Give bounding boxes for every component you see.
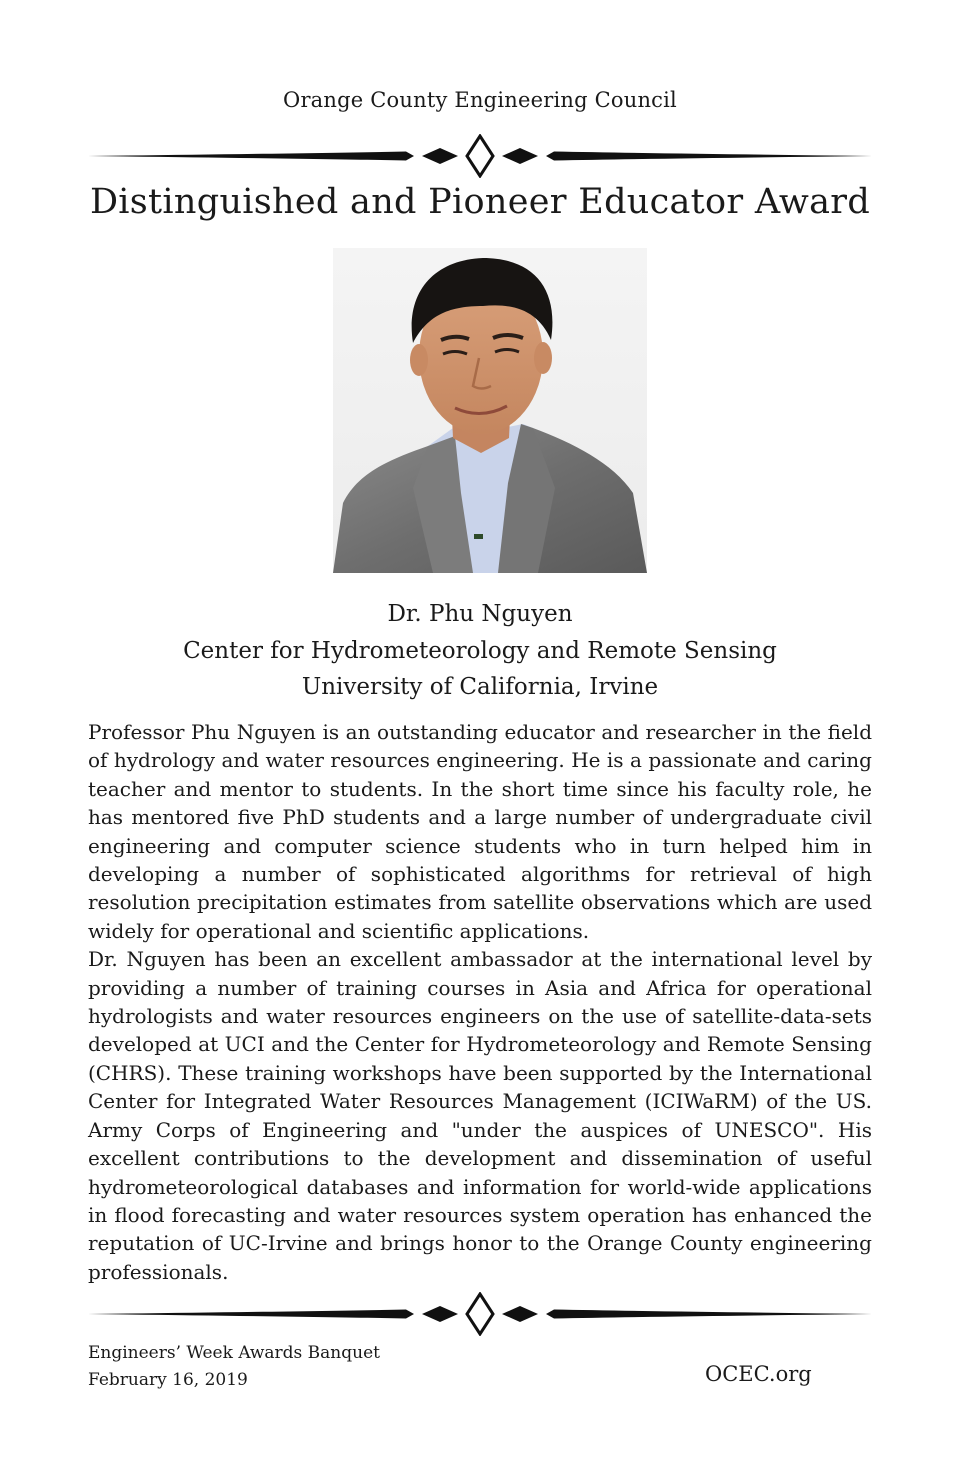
event-name: Engineers’ Week Awards Banquet: [88, 1343, 380, 1363]
citation-paragraph: Dr. Nguyen has been an excellent ambassador at the international level by providing a number of training courses in Asia and Africa for operational hydrologists and water resources engineers on the use of satellite-data-sets developed at UCI and the Center for Hydrometeorology and Remote Sensing (CHRS). These training workshops have been supported by the International Center for Integrated Water Resources Management (ICIWaRM) of the US. Army Corps of Engineering and "under the auspices of UNESCO". His excellent contributions to the development and dissemination of useful hydrometeorological databases and information for world-wide applications in flood forecasting and water resources system operation has enhanced the reputation of UC-Irvine and brings honor to the Orange County engineering professionals.: [88, 947, 872, 1284]
lapel-pin-icon: [474, 534, 483, 539]
portrait-photo: [333, 248, 647, 573]
citation-paragraph: Professor Phu Nguyen is an outstanding educator and researcher in the field of hydrology and water resources engineering. He is a passionate and caring teacher and mentor to students. In the short time since his faculty role, he has mentored five PhD students and a large number of undergraduate civil engineering and computer science students who in turn helped him in developing a number of sophisticated algorithms for retrieval of high resolution precipitation estimates from satellite observations which are used widely for operational and scientific applications.: [88, 720, 872, 943]
organization-name: Orange County Engineering Council: [283, 88, 677, 112]
honoree-center: Center for Hydrometeorology and Remote Sensing: [183, 637, 777, 664]
honoree-block: [0, 596, 960, 706]
citation-text: [88, 718, 872, 1286]
ornamental-divider-bottom: [88, 1292, 872, 1336]
honoree-name: Dr. Phu Nguyen: [387, 601, 573, 627]
honoree-university: University of California, Irvine: [301, 674, 659, 700]
website-link[interactable]: OCEC.org: [705, 1362, 812, 1386]
event-date: February 16, 2019: [88, 1370, 248, 1390]
award-title: Distinguished and Pioneer Educator Award: [89, 182, 871, 222]
event-info: [88, 1340, 380, 1394]
ornamental-divider-top: [88, 134, 872, 178]
